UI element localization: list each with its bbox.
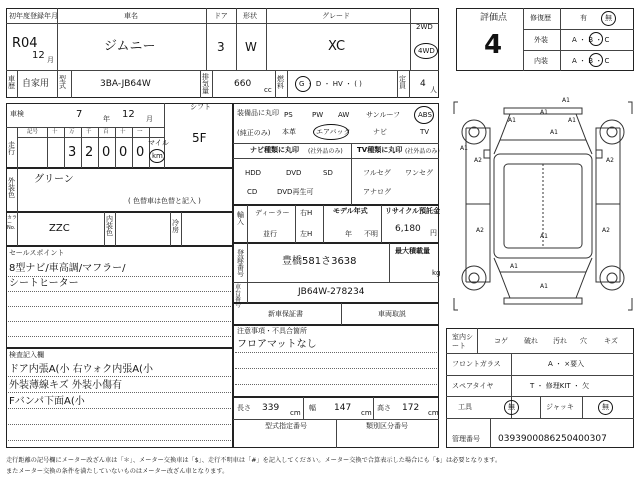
shift-label: シフト xyxy=(190,103,211,111)
inspection-month-unit: 月 xyxy=(146,115,153,123)
score-value: 4 xyxy=(484,30,503,60)
interior-seat-label: 室内シート xyxy=(452,333,473,351)
first-reg-month-unit: 月 xyxy=(47,56,54,64)
mileage-digit-label: 百 xyxy=(103,129,109,135)
fuel-options: G ・ D ・ HV ・ ( ) xyxy=(299,80,362,88)
caution-label: 注意事項・不具合箇所 xyxy=(237,327,307,335)
abs-circle xyxy=(414,106,434,124)
mileage-unit-km: km xyxy=(152,152,163,160)
displacement-label: 排気量 xyxy=(202,73,209,95)
mileage-digit: 3 xyxy=(68,145,77,160)
vehicle-damage-diagram xyxy=(450,92,636,320)
exterior-color-label: 外装色 xyxy=(8,177,15,199)
navi-hdd: HDD xyxy=(245,169,262,177)
mileage-digit-label: 万 xyxy=(69,129,75,135)
jack-value: 無 xyxy=(602,403,609,411)
new-car-warranty: 新車保証書 xyxy=(268,310,303,318)
recycle-deposit-unit: 円 xyxy=(430,229,437,237)
sales-point-line-2: シートヒーター xyxy=(9,278,79,289)
inspection-month: 12 xyxy=(122,109,135,120)
type-cert-label: 型式指定番号 xyxy=(265,422,307,430)
mileage-digit-label: 十 xyxy=(52,129,58,135)
width-label: 幅 xyxy=(309,404,316,412)
interior-color-label: 内装色 xyxy=(106,215,113,237)
recycle-deposit-value: 6,180 xyxy=(395,224,421,234)
equipment-item: PW xyxy=(312,111,324,119)
navi-sd: SD xyxy=(323,169,333,177)
capacity-label: 定員 xyxy=(399,75,406,90)
mileage-digit-label: 千 xyxy=(86,129,92,135)
jack-label: ジャッキ xyxy=(546,403,574,411)
tv-analog: アナログ xyxy=(363,188,391,196)
equipment-item: エアバック xyxy=(316,128,351,136)
shape-label: 形状 xyxy=(243,12,257,20)
mileage-unit-mile: マイル xyxy=(148,139,169,147)
mark-hood-center: A1 xyxy=(550,129,558,136)
exterior-label: 外装 xyxy=(534,36,548,44)
footer-note-1: 走行距離の記号欄にメーター改ざん車は「＊」、メーター交換車は「$」、走行不明車は「#」を記入してください。メーター交換で合算表示した場合にも「$」は必要となります。 xyxy=(6,457,502,464)
mark-hood: A1 xyxy=(540,109,548,116)
equipment-item: AW xyxy=(338,111,350,119)
airbag-circle xyxy=(313,124,349,140)
max-load-unit: kg xyxy=(432,269,441,277)
registration-label: 登録番号 xyxy=(237,249,244,278)
tv-header: TV種類に丸印 xyxy=(357,146,403,154)
manage-no-value: 0393900086250400307 xyxy=(498,434,607,444)
use-label: 車歴 xyxy=(8,75,15,90)
navi-dvd: DVD xyxy=(286,169,302,177)
tools-label: 工具 xyxy=(458,403,472,411)
mileage-digit-label: 十 xyxy=(120,129,126,135)
height-value: 172 xyxy=(402,403,420,413)
sales-points-label: セールスポイント xyxy=(9,249,65,257)
model-year-unknown: 不明 xyxy=(364,230,378,238)
interior-grade: A ・ B ・ C xyxy=(572,57,610,65)
model-label: 型式 xyxy=(59,75,66,90)
use-value: 自家用 xyxy=(22,79,50,89)
equipment-item: ABS xyxy=(418,111,432,119)
score-label: 評価点 xyxy=(480,13,508,23)
capacity-unit: 人 xyxy=(430,86,437,94)
seat-condition-item: 汚れ xyxy=(553,337,567,345)
aircon-label: 冷房 xyxy=(172,219,179,234)
mileage-label: 走行 xyxy=(8,141,15,156)
mileage-digit-label: 記号 xyxy=(27,129,39,135)
car-name-label: 車名 xyxy=(124,12,138,20)
seat-condition-item: コゲ xyxy=(494,337,508,345)
drive-2wd: 2WD xyxy=(416,23,433,31)
mark-left-door: A2 xyxy=(474,157,482,164)
first-reg-month: 12 xyxy=(32,50,45,61)
import-right-hand: 右H xyxy=(300,209,313,217)
equipment-sublabel: (純正のみ) xyxy=(237,129,271,137)
displacement-unit: cc xyxy=(264,86,272,94)
mark-front-left: A1 xyxy=(508,117,516,124)
tv-oneseg: ワンセグ xyxy=(405,169,433,177)
manage-no-label: 管理番号 xyxy=(452,435,480,443)
drive-4wd: 4WD xyxy=(418,47,435,55)
car-name-value: ジムニー xyxy=(104,39,156,54)
mark-right-door: A2 xyxy=(606,157,614,164)
front-glass-label: フロントガラス xyxy=(452,360,501,368)
model-value: 3BA-JB64W xyxy=(100,79,151,89)
inspection-year: 7 xyxy=(76,109,83,120)
exterior-grade: A ・ B ・ C xyxy=(572,36,610,44)
mark-front-bumper: A1 xyxy=(562,97,570,104)
first-reg-label: 初年度登録年月 xyxy=(9,12,58,20)
mileage-digit-label: 一 xyxy=(137,129,143,135)
length-label: 長さ xyxy=(237,404,251,412)
color-no-block xyxy=(6,212,233,246)
import-label: 輸入 xyxy=(237,211,244,226)
chassis-label: 車台番号 xyxy=(235,284,242,309)
mark-rear-left: A1 xyxy=(510,263,518,270)
tv-sub: (社外品のみ) xyxy=(405,148,440,155)
inspector-notes-label: 検査記入欄 xyxy=(9,351,44,359)
color-no-label: カラーNo. xyxy=(7,215,18,231)
width-unit: cm xyxy=(361,409,372,417)
shape-value: W xyxy=(245,40,257,54)
exterior-color-value: グリーン xyxy=(34,174,74,185)
caution-line-1: フロアマットなし xyxy=(237,339,317,350)
navi-sub: (社外品のみ) xyxy=(308,148,343,155)
mark-right-quarter: A2 xyxy=(602,227,610,234)
doors-label: ドア xyxy=(214,12,228,20)
equipment-item: 本革 xyxy=(282,128,296,136)
tv-fullseg: フルセグ xyxy=(363,169,391,177)
first-reg-year: R04 xyxy=(12,36,38,51)
documents-row xyxy=(233,303,439,325)
mileage-digit: 0 xyxy=(102,145,111,160)
length-value: 339 xyxy=(262,403,280,413)
tools-value: 無 xyxy=(508,403,515,411)
seat-condition-item: 穴 xyxy=(580,337,587,345)
seat-condition-item: 破れ xyxy=(524,337,538,345)
recycle-deposit-label: リサイクル預託金 xyxy=(385,207,441,215)
model-year-label: モデル年式 xyxy=(333,207,368,215)
capacity-value: 4 xyxy=(420,79,426,89)
inspector-line-2: 外装薄線キズ 外装小傷有 xyxy=(9,380,122,391)
equipment-item: PS xyxy=(284,111,293,119)
equipment-label: 装備品に丸印 xyxy=(237,109,279,117)
mark-front-right: A1 xyxy=(568,117,576,124)
mileage-digit: 0 xyxy=(136,145,145,160)
displacement-value: 660 xyxy=(234,79,252,89)
grade-label: グレード xyxy=(322,12,350,20)
height-unit: cm xyxy=(428,409,439,417)
max-load-label: 最大積載量 xyxy=(395,247,430,255)
shift-value: 5F xyxy=(192,131,207,145)
inspection-year-unit: 年 xyxy=(103,115,110,123)
repair-label: 修復歴 xyxy=(530,14,551,22)
width-value: 147 xyxy=(334,403,352,413)
mark-rear: A1 xyxy=(540,283,548,290)
interior-label: 内装 xyxy=(534,57,548,65)
inspection-label: 車検 xyxy=(10,110,24,118)
mark-roof-rear: A1 xyxy=(540,233,548,240)
inspector-line-1: ドア内張A(小 右ウォク内張A(小 xyxy=(9,364,153,375)
length-unit: cm xyxy=(290,409,301,417)
class-label: 類別区分番号 xyxy=(366,422,408,430)
doors-value: 3 xyxy=(217,40,225,54)
grade-value: XC xyxy=(328,39,346,54)
chassis-value: JB64W-278234 xyxy=(298,287,365,297)
exterior-color-note: ( 色替車は色替と記入 ) xyxy=(128,197,201,205)
footer-note-2: またメーター交換の条件を満たしていないものはメーター改ざん車となります。 xyxy=(6,468,229,475)
equipment-item: サンルーフ xyxy=(366,111,401,119)
equipment-item: TV xyxy=(420,128,430,136)
repair-no: 無 xyxy=(605,14,612,22)
navi-cd: CD xyxy=(247,188,258,196)
mileage-digit: 2 xyxy=(85,145,94,160)
equipment-item: ナビ xyxy=(373,128,387,136)
seat-condition-item: キズ xyxy=(604,337,618,345)
spare-tire-label: スペアタイヤ xyxy=(452,382,494,390)
inspector-line-3: Fバンパ下面A(小 xyxy=(9,396,85,407)
front-glass-options: A ・ ×要入 xyxy=(548,360,585,368)
color-no-value: ZZC xyxy=(49,223,70,234)
sales-point-line-1: 8型ナビ/車高調/マフラー/ xyxy=(9,263,126,274)
import-dealer: ディーラー xyxy=(255,209,290,217)
import-left-hand: 左H xyxy=(300,230,313,238)
mileage-digit: 0 xyxy=(119,145,128,160)
fuel-label: 燃料 xyxy=(277,75,284,90)
mark-left-fender: A1 xyxy=(460,145,468,152)
height-label: 高さ xyxy=(377,404,391,412)
navi-dvd-play: DVD再生可 xyxy=(277,188,314,196)
model-year-unit: 年 xyxy=(345,230,352,238)
mark-left-quarter: A2 xyxy=(476,227,484,234)
registration-value: 豊橋581さ3638 xyxy=(282,256,357,267)
caution-block xyxy=(233,325,439,397)
import-parallel: 並行 xyxy=(263,230,277,238)
navi-header: ナビ種類に丸印 xyxy=(250,146,299,154)
vehicle-manual: 車両取説 xyxy=(378,310,406,318)
repair-yes: 有 xyxy=(580,14,587,22)
sales-points-block xyxy=(6,246,233,348)
spare-tire-options: T ・ 修理KIT ・ 欠 xyxy=(530,382,590,390)
